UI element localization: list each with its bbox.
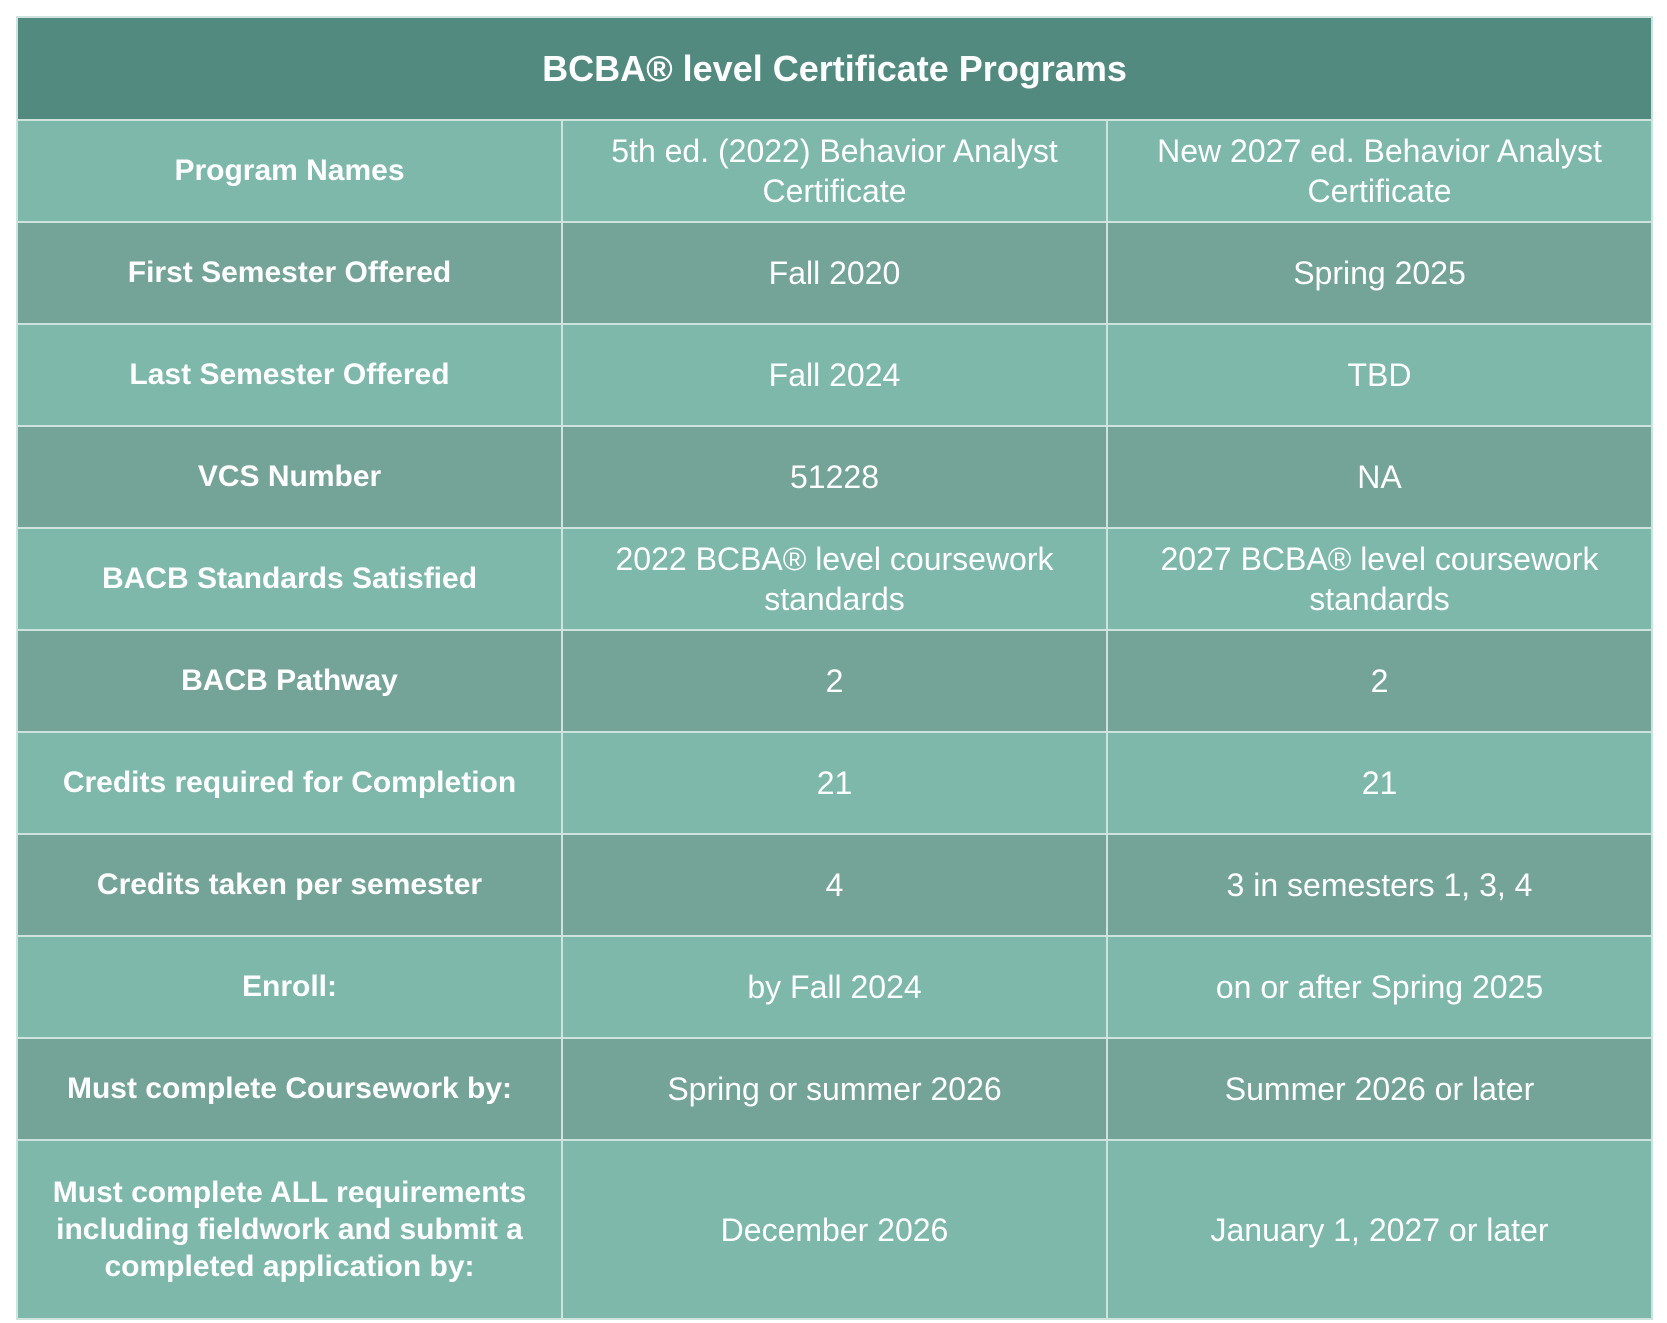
cell-5th-edition: 2022 BCBA® level coursework standards [562,528,1107,630]
cell-5th-edition: December 2026 [562,1140,1107,1319]
row-label: Credits taken per semester [17,834,562,936]
table-row [17,1038,1652,1140]
table-row [17,528,1652,630]
cell-5th-edition: 2 [562,630,1107,732]
row-label: VCS Number [17,426,562,528]
cell-2027-edition: TBD [1107,324,1652,426]
table-row [17,222,1652,324]
certificate-programs-table [16,16,1653,1320]
table-row [17,120,1652,222]
row-label: BACB Pathway [17,630,562,732]
cell-2027-edition: New 2027 ed. Behavior Analyst Certificate [1107,120,1652,222]
row-label: Must complete Coursework by: [17,1038,562,1140]
row-label: Enroll: [17,936,562,1038]
row-label: Credits required for Completion [17,732,562,834]
table-row [17,834,1652,936]
table-title: BCBA® level Certificate Programs [17,17,1652,120]
table-row [17,426,1652,528]
title-row [17,17,1652,120]
cell-5th-edition: by Fall 2024 [562,936,1107,1038]
cell-5th-edition: Spring or summer 2026 [562,1038,1107,1140]
table-row [17,732,1652,834]
cell-5th-edition: 4 [562,834,1107,936]
cell-5th-edition: 51228 [562,426,1107,528]
cell-5th-edition: 21 [562,732,1107,834]
row-label: First Semester Offered [17,222,562,324]
row-label: Must complete ALL requirements including fieldwork and submit a completed application by: [17,1140,562,1319]
cell-2027-edition: 21 [1107,732,1652,834]
row-label: Program Names [17,120,562,222]
row-label: Last Semester Offered [17,324,562,426]
table-row [17,324,1652,426]
cell-2027-edition: 2027 BCBA® level coursework standards [1107,528,1652,630]
cell-2027-edition: on or after Spring 2025 [1107,936,1652,1038]
row-label: BACB Standards Satisfied [17,528,562,630]
cell-5th-edition: Fall 2024 [562,324,1107,426]
cell-2027-edition: January 1, 2027 or later [1107,1140,1652,1319]
table-row [17,1140,1652,1319]
cell-2027-edition: Spring 2025 [1107,222,1652,324]
cell-2027-edition: 2 [1107,630,1652,732]
table-row [17,936,1652,1038]
cell-2027-edition: 3 in semesters 1, 3, 4 [1107,834,1652,936]
cell-5th-edition: 5th ed. (2022) Behavior Analyst Certificate [562,120,1107,222]
table-row [17,630,1652,732]
cell-2027-edition: Summer 2026 or later [1107,1038,1652,1140]
cell-2027-edition: NA [1107,426,1652,528]
cell-5th-edition: Fall 2020 [562,222,1107,324]
